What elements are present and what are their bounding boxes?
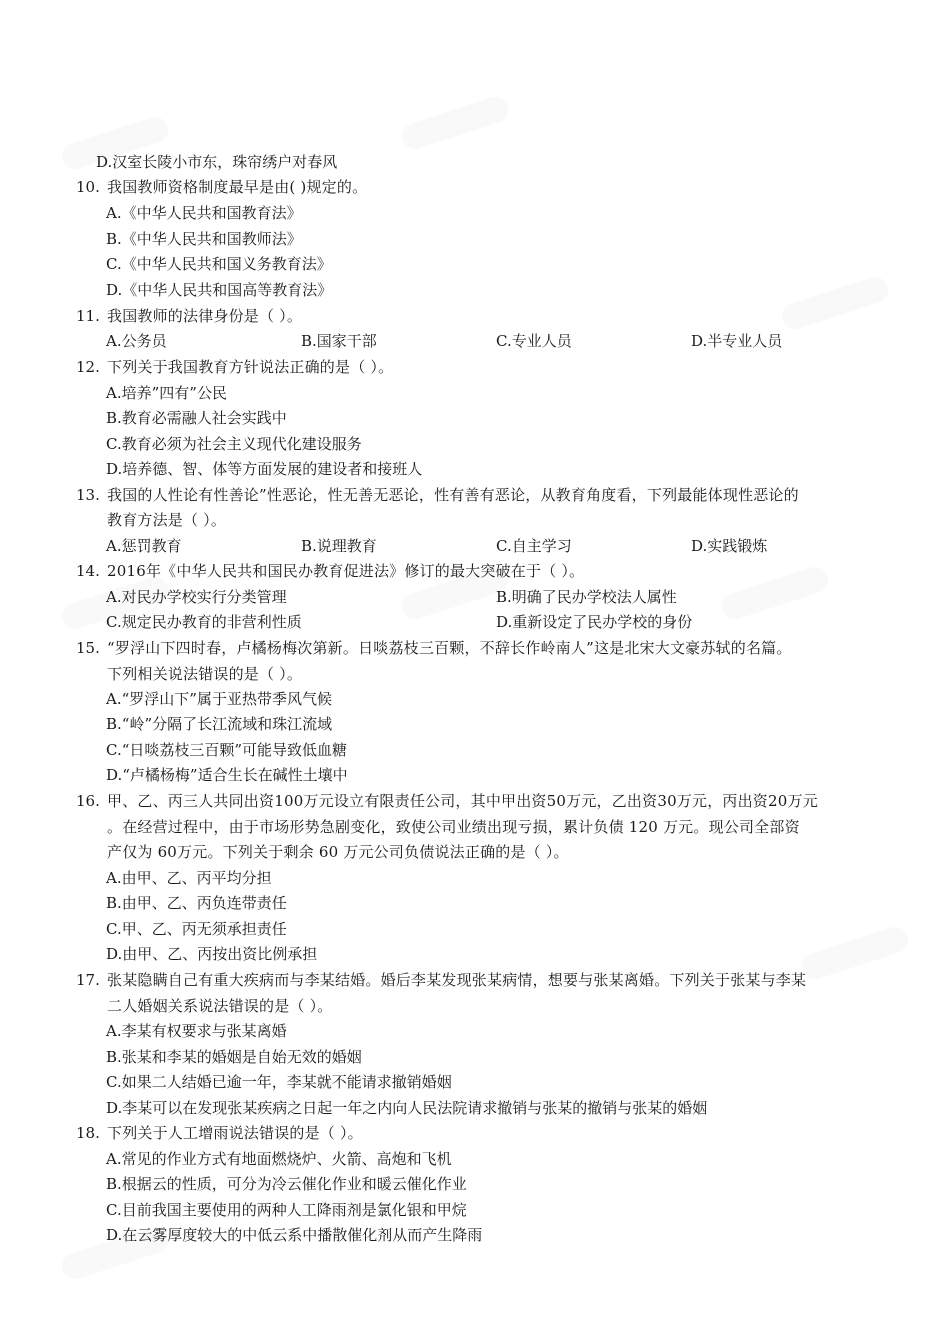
option-item: C.教育必须为社会主义现代化建设服务 [106,435,362,453]
option-item: B.“岭”分隔了长江流域和珠江流域 [106,715,333,733]
option-item: D.李某可以在发现张某疾病之日起一年之内向人民法院请求撤销与张某的撤销与张某的婚姻 [106,1099,708,1117]
option-item: C.自主学习 [496,537,572,555]
option-item: D.半专业人员 [691,332,783,350]
question-stem: 2016年《中华人民共和国民办教育促进法》修订的最大突破在于（ ）。 [107,562,585,580]
watermark [799,924,912,983]
option-item: A.“罗浮山下”属于亚热带季风气候 [106,690,332,708]
question-stem: 下列关于我国教育方针说法正确的是（ ）。 [107,358,394,376]
option-item: B.根据云的性质，可分为冷云催化作业和暖云催化作业 [106,1175,467,1193]
option-item: D.由甲、乙、丙按出资比例承担 [106,945,318,963]
question-number: 16. [76,792,100,810]
option-item: C.目前我国主要使用的两种人工降雨剂是氯化银和甲烷 [106,1201,467,1219]
option-item: D.《中华人民共和国高等教育法》 [106,281,333,299]
question-stem: “罗浮山下四时春，卢橘杨梅次第新。日啖荔枝三百颗，不辞长作岭南人”这是北宋大文豪苏轼的名篇。 [107,639,792,657]
option-item: A.《中华人民共和国教育法》 [106,204,302,222]
option-item: D.重新设定了民办学校的身份 [496,613,693,631]
option-item: B.国家干部 [301,332,377,350]
question-stem: 二人婚姻关系说法错误的是（ ）。 [107,997,333,1015]
question-stem: 我国的人性论有性善论”性恶论，性无善无恶论，性有善有恶论，从教育角度看，下列最能体现性恶论的 [107,486,799,504]
option-item: C.《中华人民共和国义务教育法》 [106,255,332,273]
option-item: A.对民办学校实行分类管理 [106,588,287,606]
option-item: A.培养”四有”公民 [106,384,227,402]
option-item: C.“日啖荔枝三百颗”可能导致低血糖 [106,741,348,759]
question-stem: 我国教师的法律身份是（ ）。 [107,307,303,325]
option-item: D.实践锻炼 [691,537,768,555]
option-item: A.由甲、乙、丙平均分担 [106,869,272,887]
option-item: B.明确了民办学校法人属性 [496,588,677,606]
option-item: B.张某和李某的婚姻是自始无效的婚姻 [106,1048,362,1066]
option-item: D.汉室长陵小市东，珠帘绣户对春风 [96,153,338,171]
option-item: D.在云雾厚度较大的中低云系中播散催化剂从而产生降雨 [106,1226,483,1244]
option-item: D.“卢橘杨梅”适合生长在碱性土壤中 [106,766,348,784]
option-item: B.由甲、乙、丙负连带责任 [106,894,287,912]
question-number: 14. [76,562,100,580]
option-item: A.公务员 [106,332,167,350]
question-number: 11. [76,307,100,325]
option-item: A.惩罚教育 [106,537,182,555]
option-item: B.说理教育 [301,537,377,555]
option-item: C.规定民办教育的非营利性质 [106,613,302,631]
question-stem: 教育方法是（ ）。 [107,511,227,529]
question-number: 13. [76,486,100,504]
question-stem: 甲、乙、丙三人共同出资100万元设立有限责任公司，其中甲出资50万元，乙出资30万元，丙出资20万元 [107,792,818,810]
option-item: D.培养德、智、体等方面发展的建设者和接班人 [106,460,423,478]
option-item: B.《中华人民共和国教师法》 [106,230,302,248]
question-number: 10. [76,178,100,196]
option-item: A.李某有权要求与张某离婚 [106,1022,287,1040]
option-item: C.甲、乙、丙无须承担责任 [106,920,287,938]
question-number: 15. [76,639,100,657]
watermark [779,274,892,333]
option-item: A.常见的作业方式有地面燃烧炉、火箭、高炮和飞机 [106,1150,452,1168]
option-item: C.如果二人结婚已逾一年，李某就不能请求撤销婚姻 [106,1073,452,1091]
question-stem: 张某隐瞒自己有重大疾病而与李某结婚。婚后李某发现张某病情，想要与张某离婚。下列关于张某与李某 [107,971,807,989]
question-stem: 我国教师资格制度最早是由( )规定的。 [107,178,368,196]
option-item: B.教育必需融人社会实践中 [106,409,287,427]
watermark [399,94,512,153]
question-stem: 产仅为 60万元。下列关于剩余 60 万元公司负债说法正确的是（ ）。 [107,843,569,861]
option-item: C.专业人员 [496,332,572,350]
question-stem: 下列相关说法错误的是（ ）。 [107,665,303,683]
question-stem: 。在经营过程中，由于市场形势急剧变化，致使公司业绩出现亏损，累计负债 120 万元。现公司全部资 [107,818,800,836]
question-number: 17. [76,971,100,989]
question-number: 18. [76,1124,100,1142]
question-stem: 下列关于人工增雨说法错误的是（ ）。 [107,1124,363,1142]
question-number: 12. [76,358,100,376]
watermark [719,564,832,623]
